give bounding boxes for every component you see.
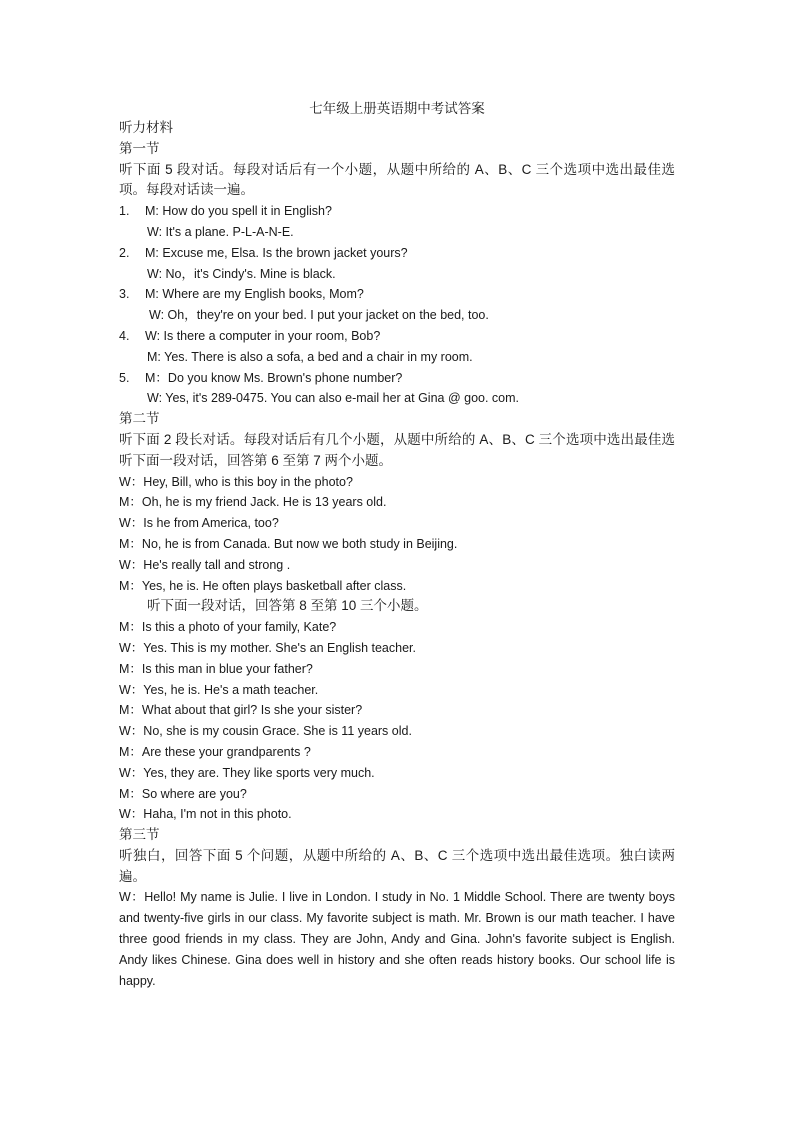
dialog-line: M：Oh, he is my friend Jack. He is 13 years old.	[119, 495, 387, 510]
item-question	[119, 201, 675, 222]
section1-heading: 第一节	[119, 140, 160, 156]
section2-dialog1	[119, 472, 675, 597]
section2-sub-instruction: 听下面一段对话，回答第 8 至第 10 三个小题。	[147, 598, 428, 614]
item-answer: W: Yes, it's 289-0475. You can also e-mail her at Gina @ goo. com.	[147, 391, 520, 406]
dialog-line: W：Yes. This is my mother. She's an English teacher.	[119, 640, 416, 655]
dialog-line: W：Yes, he is. He's a math teacher.	[119, 682, 319, 697]
dialog-line: M：What about that girl? Is she your sister?	[119, 703, 363, 718]
item-question	[119, 368, 675, 389]
dialog-line: W：Yes, they are. They like sports very much.	[119, 765, 375, 780]
question-text: M：Do you know Ms. Brown's phone number?	[145, 370, 403, 385]
section1-instruction: 听下面 5 段对话。每段对话后有一个小题，从题中所给的 A、B、C 三个选项中选出最佳选项。每段对话读一遍。	[119, 161, 675, 198]
item-number: 2.	[119, 245, 130, 260]
dialog-line: M：Are these your grandparents ?	[119, 744, 311, 759]
listening-materials-label: 听力材料	[119, 120, 173, 135]
item-number: 3.	[119, 287, 130, 302]
item-number: 1.	[119, 204, 130, 219]
document-body	[119, 118, 675, 991]
dialog-line: M：So where are you?	[119, 786, 247, 801]
dialog-line: W：Haha, I'm not in this photo.	[119, 807, 292, 822]
item-answer: M: Yes. There is also a sofa, a bed and a chair in my room.	[147, 349, 473, 364]
question-text: M: Where are my English books, Mom?	[145, 287, 364, 302]
document-title: 七年级上册英语期中考试答案	[309, 101, 485, 116]
item-answer: W: Oh，they're on your bed. I put your jacket on the bed, too.	[149, 308, 489, 323]
dialog-line: W：Is he from America, too?	[119, 516, 279, 531]
section3-instruction: 听独白，回答下面 5 个问题，从题中所给的 A、B、C 三个选项中选出最佳选项。独白读两遍。	[119, 847, 675, 884]
section2-dialog2	[119, 617, 675, 825]
section1-items	[119, 201, 675, 409]
item-number: 4.	[119, 328, 130, 343]
section3-monologue: W：Hello! My name is Julie. I live in London. I study in No. 1 Middle School. There are twenty boys and twenty-five girls in our class. My favorite subject is math. Mr. Brown is our math teacher. I have three good friends in my class. They are John, Andy and Gina. John's favorite subject is English. Andy likes Chinese. Gina does well in history and she often reads history books. Our school life is happy.	[119, 890, 675, 988]
section2-instruction: 听下面 2 段长对话。每段对话后有几个小题，从题中所给的 A、B、C 三个选项中选出最佳选听下面一段对话，回答第 6 至第 7 两个小题。	[119, 431, 675, 468]
item-question	[119, 284, 675, 305]
dialog-line: M：Is this a photo of your family, Kate?	[119, 620, 337, 635]
question-text: W: Is there a computer in your room, Bob?	[145, 328, 381, 343]
item-question	[119, 326, 675, 347]
item-question	[119, 243, 675, 264]
section3-heading: 第三节	[119, 827, 160, 843]
item-answer: W: It's a plane. P-L-A-N-E.	[147, 224, 294, 239]
dialog-line: M：Is this man in blue your father?	[119, 661, 313, 676]
dialog-line: W：Hey, Bill, who is this boy in the photo?	[119, 474, 353, 489]
question-text: M: How do you spell it in English?	[145, 204, 332, 219]
item-number: 5.	[119, 370, 130, 385]
dialog-line: W：He's really tall and strong .	[119, 557, 291, 572]
question-text: M: Excuse me, Elsa. Is the brown jacket yours?	[145, 245, 408, 260]
dialog-line: M：No, he is from Canada. But now we both study in Beijing.	[119, 536, 458, 551]
dialog-line: M：Yes, he is. He often plays basketball after class.	[119, 578, 407, 593]
item-answer: W: No，it's Cindy's. Mine is black.	[147, 266, 336, 281]
section2-heading: 第二节	[119, 411, 160, 427]
dialog-line: W：No, she is my cousin Grace. She is 11 years old.	[119, 724, 412, 739]
